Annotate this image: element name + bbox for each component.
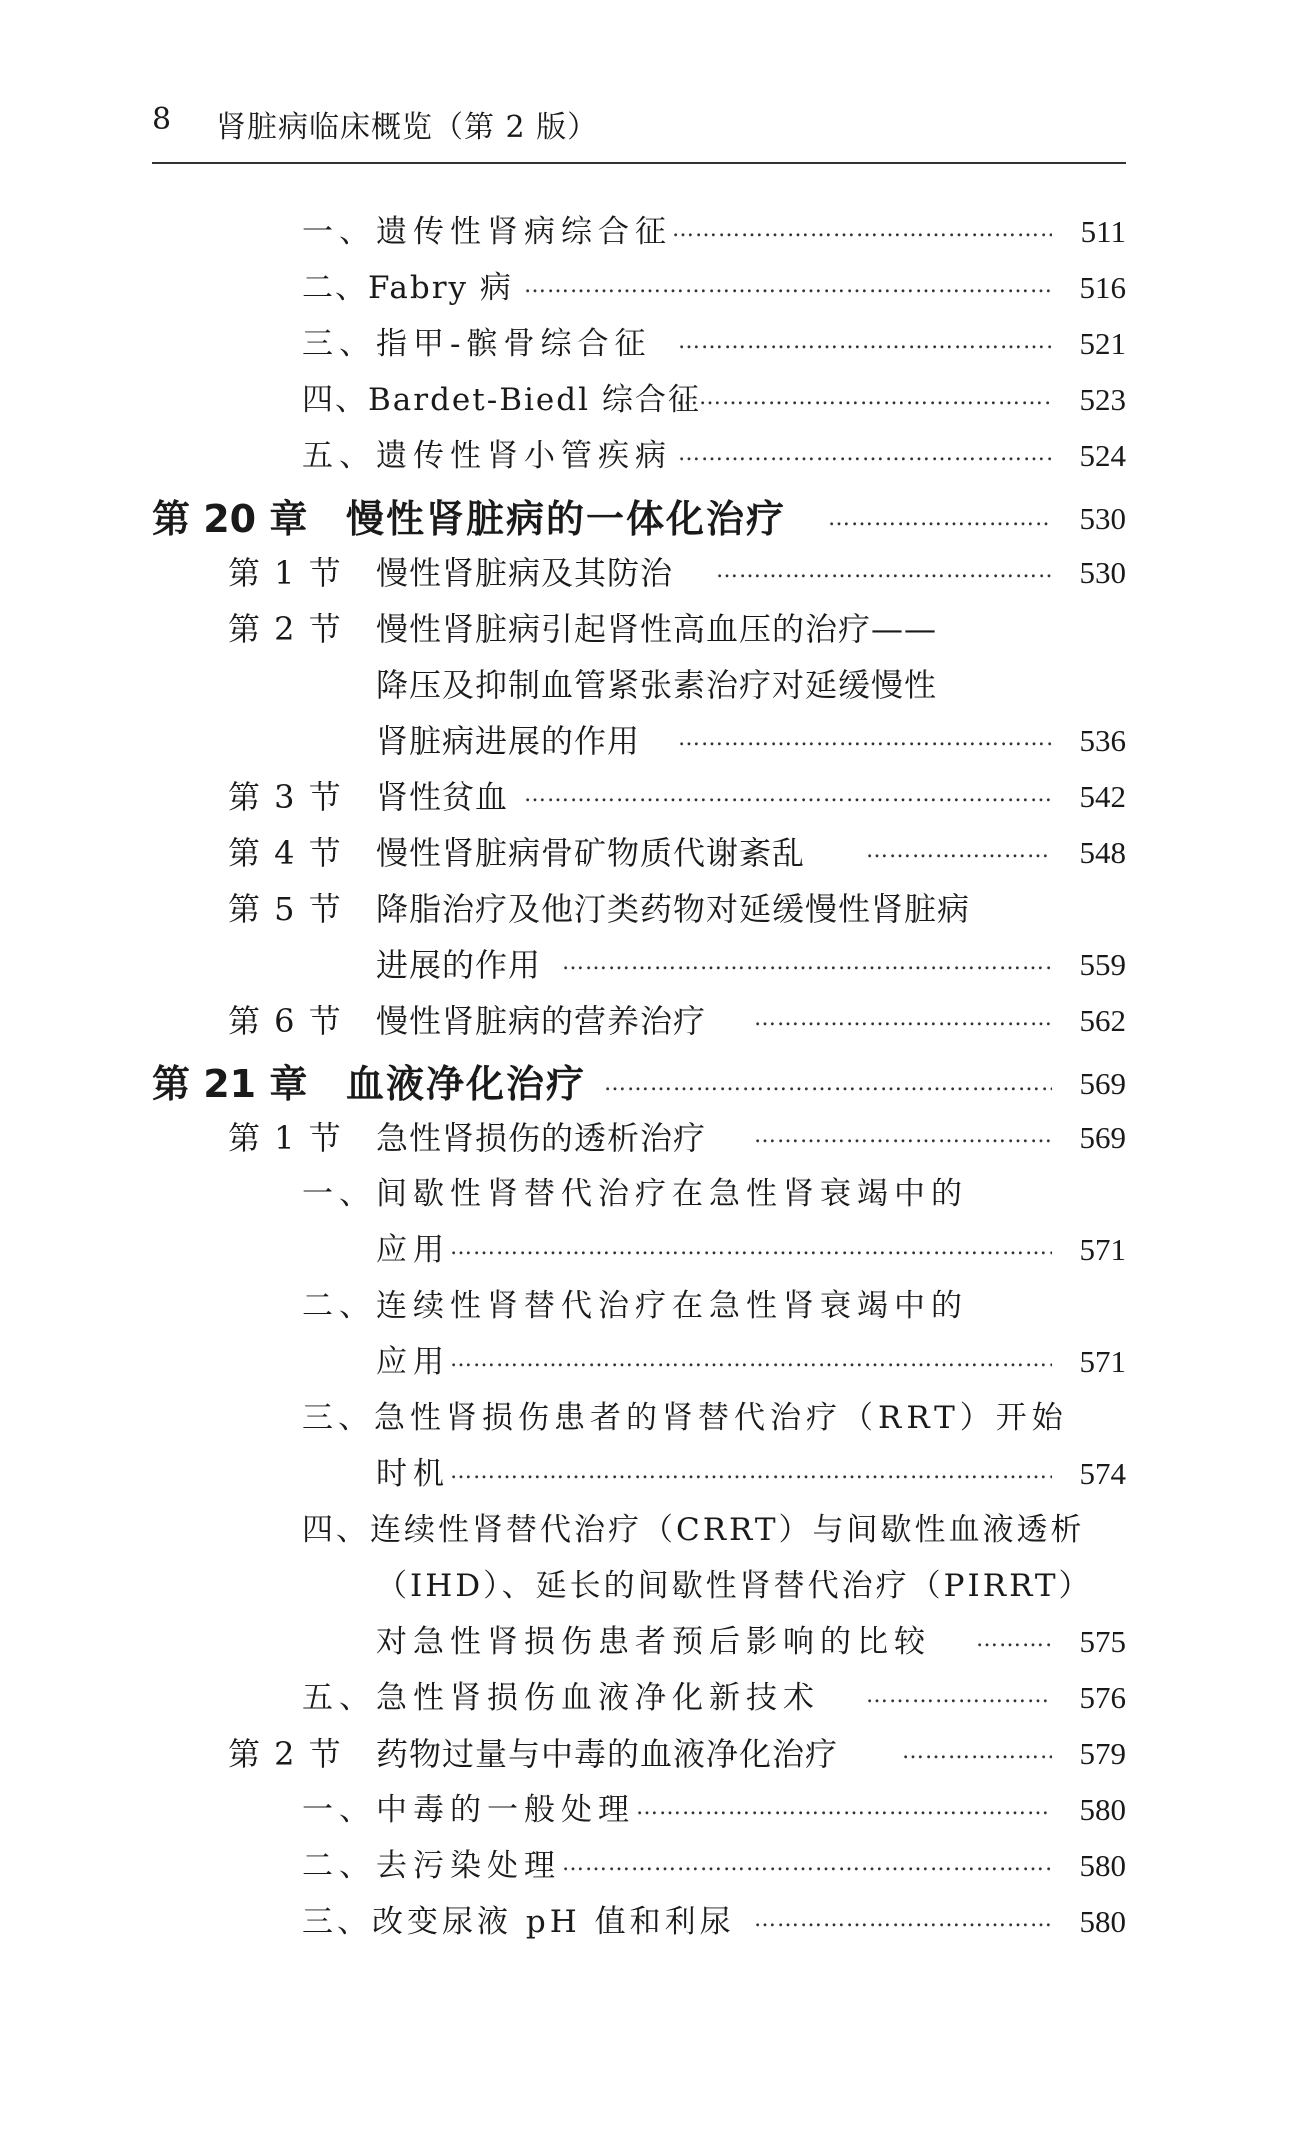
dot-leader [866, 828, 1052, 874]
section-page: 562 [1079, 1003, 1126, 1038]
entry-page: 516 [1079, 270, 1126, 305]
chapter-page: 569 [1079, 1066, 1126, 1101]
toc-section [0, 996, 1311, 1046]
dot-leader [678, 716, 1052, 762]
section-title: 急性肾损伤的透析治疗 [376, 1119, 707, 1157]
entry-title: 二、Fabry 病 [302, 270, 513, 306]
section-page: 536 [1079, 723, 1126, 758]
chapter-heading [0, 1056, 1311, 1112]
toc-section-cont [0, 940, 1311, 990]
dot-leader [754, 1113, 1052, 1159]
dot-leader [636, 1785, 1052, 1831]
dot-leader [562, 1841, 1052, 1887]
section-label: 第 4 节 [228, 834, 343, 872]
section-title: 药物过量与中毒的血液净化治疗 [376, 1735, 839, 1773]
entry-page: 580 [1079, 1904, 1126, 1939]
toc-entry [0, 1169, 1311, 1219]
entry-title: 三、指甲-髌骨综合征 [302, 326, 652, 362]
entry-title: 一、遗传性肾病综合征 [302, 214, 672, 250]
section-page: 548 [1079, 835, 1126, 870]
section-title: 肾脏病进展的作用 [376, 722, 641, 760]
chapter-label: 第 20 章 [152, 497, 308, 541]
dot-leader [562, 940, 1052, 986]
dot-leader [604, 1056, 1052, 1112]
entry-page: 511 [1080, 214, 1126, 249]
entry-page: 580 [1079, 1848, 1126, 1883]
dot-leader [678, 319, 1052, 365]
toc-entry [0, 1281, 1311, 1331]
toc-section [0, 548, 1311, 598]
section-page: 579 [1079, 1736, 1126, 1771]
dot-leader [754, 1897, 1052, 1943]
entry-page: 524 [1079, 438, 1126, 473]
chapter-heading [0, 491, 1311, 547]
section-label: 第 6 节 [228, 1002, 343, 1040]
toc-section [0, 884, 1311, 934]
toc-section [0, 828, 1311, 878]
entry-page: 571 [1079, 1344, 1126, 1379]
entry-title: 一、中毒的一般处理 [302, 1792, 635, 1828]
section-title: 慢性肾脏病引起肾性高血压的治疗—— [376, 610, 938, 648]
section-title: 降压及抑制血管紧张素治疗对延缓慢性 [376, 666, 938, 704]
entry-title: 四、Bardet-Biedl 综合征 [302, 382, 701, 418]
section-page: 542 [1079, 779, 1126, 814]
section-label: 第 2 节 [228, 1735, 343, 1773]
toc-entry [0, 319, 1311, 369]
entry-page: 521 [1079, 326, 1126, 361]
toc-entry [0, 207, 1311, 257]
dot-leader [450, 1337, 1052, 1383]
section-title: 慢性肾脏病及其防治 [376, 554, 674, 592]
entry-title: 五、遗传性肾小管疾病 [302, 438, 672, 474]
dot-leader [866, 1673, 1052, 1719]
toc-section [0, 772, 1311, 822]
section-label: 第 2 节 [228, 610, 343, 648]
toc-entry [0, 1393, 1311, 1443]
dot-leader [524, 263, 1052, 309]
section-page: 559 [1079, 947, 1126, 982]
entry-title: 时机 [376, 1456, 450, 1492]
entry-page: 580 [1079, 1792, 1126, 1827]
toc-entry-cont [0, 1337, 1311, 1387]
section-title: 肾性贫血 [376, 778, 509, 816]
dot-leader [976, 1617, 1052, 1663]
toc-section-cont [0, 660, 1311, 710]
entry-title: 应用 [376, 1232, 450, 1268]
toc-entry-cont [0, 1225, 1311, 1275]
entry-title: 三、急性肾损伤患者的肾替代治疗（RRT）开始 [302, 1400, 1068, 1436]
entry-title: 应用 [376, 1344, 450, 1380]
toc-entry [0, 1841, 1311, 1891]
section-label: 第 1 节 [228, 554, 343, 592]
toc-section [0, 1113, 1311, 1163]
dot-leader [754, 996, 1052, 1042]
section-label: 第 1 节 [228, 1119, 343, 1157]
entry-title: 三、改变尿液 pH 值和利尿 [302, 1904, 735, 1940]
section-title: 降脂治疗及他汀类药物对延缓慢性肾脏病 [376, 890, 971, 928]
toc-entry [0, 375, 1311, 425]
entry-title: 四、连续性肾替代治疗（CRRT）与间歇性血液透析 [302, 1512, 1085, 1548]
toc-entry [0, 431, 1311, 481]
entry-title: 对急性肾损伤患者预后影响的比较 [376, 1624, 931, 1660]
chapter-title: 血液净化治疗 [346, 1062, 587, 1106]
entry-page: 574 [1079, 1456, 1126, 1491]
entry-title: 一、间歇性肾替代治疗在急性肾衰竭中的 [302, 1176, 968, 1212]
dot-leader [672, 207, 1052, 253]
toc-entry-cont [0, 1617, 1311, 1667]
entry-title: 二、连续性肾替代治疗在急性肾衰竭中的 [302, 1288, 968, 1324]
toc-entry [0, 1785, 1311, 1835]
dot-leader [450, 1225, 1052, 1271]
entry-title: 五、急性肾损伤血液净化新技术 [302, 1680, 820, 1716]
entry-page: 571 [1079, 1232, 1126, 1267]
dot-leader [450, 1449, 1052, 1495]
section-page: 530 [1079, 555, 1126, 590]
dot-leader [716, 548, 1052, 594]
section-title: 慢性肾脏病的营养治疗 [376, 1002, 707, 1040]
toc-entry [0, 1505, 1311, 1555]
section-label: 第 3 节 [228, 778, 343, 816]
entry-title: （IHD）、延长的间歇性肾替代治疗（PIRRT） [376, 1568, 1093, 1604]
toc-entry-cont [0, 1449, 1311, 1499]
entry-page: 523 [1079, 382, 1126, 417]
toc-section-cont [0, 716, 1311, 766]
entry-page: 575 [1079, 1624, 1126, 1659]
section-label: 第 5 节 [228, 890, 343, 928]
dot-leader [828, 491, 1052, 547]
section-page: 569 [1079, 1120, 1126, 1155]
toc-entry [0, 1897, 1311, 1947]
toc-section [0, 604, 1311, 654]
section-title: 慢性肾脏病骨矿物质代谢紊乱 [376, 834, 806, 872]
section-title: 进展的作用 [376, 946, 542, 984]
toc-entry [0, 263, 1311, 313]
entry-title: 二、去污染处理 [302, 1848, 561, 1884]
chapter-label: 第 21 章 [152, 1062, 308, 1106]
dot-leader [676, 375, 1052, 421]
dot-leader [678, 431, 1052, 477]
book-title: 肾脏病临床概览（第 2 版） [216, 110, 599, 145]
dot-leader [902, 1729, 1052, 1775]
toc-entry [0, 1673, 1311, 1723]
dot-leader [524, 772, 1052, 818]
chapter-title: 慢性肾脏病的一体化治疗 [346, 497, 787, 541]
entry-page: 576 [1079, 1680, 1126, 1715]
toc-entry-cont [0, 1561, 1311, 1611]
chapter-page: 530 [1079, 501, 1126, 536]
page-number: 8 [152, 102, 172, 137]
toc-section [0, 1729, 1311, 1779]
